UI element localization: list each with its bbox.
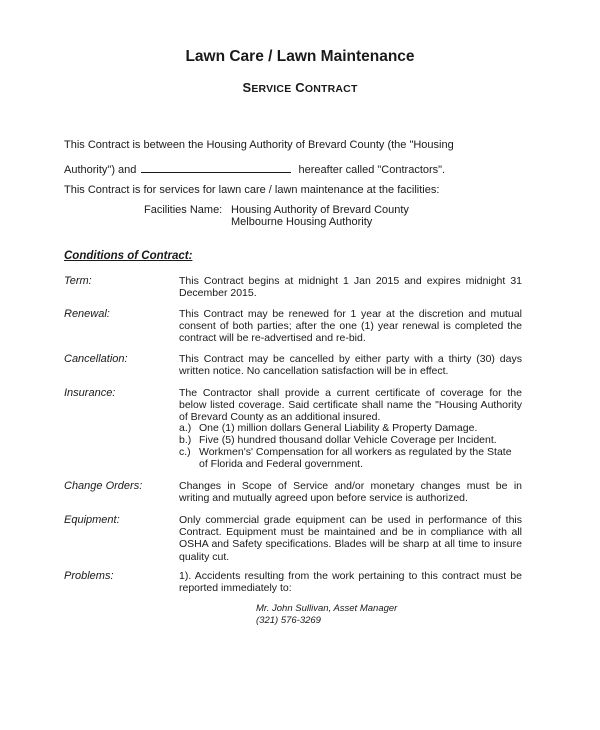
contact-name: Mr. John Sullivan, Asset Manager xyxy=(256,603,398,614)
term-label: Term: xyxy=(64,275,92,287)
cancellation-text xyxy=(179,353,522,377)
equipment-label: Equipment: xyxy=(64,514,120,526)
equipment-text xyxy=(179,514,522,563)
subtitle-initial-c: C xyxy=(295,80,305,95)
equipment-line: Contract. Equipment must be maintained and be in compliance with all xyxy=(179,526,522,539)
problems-line: 1). Accidents resulting from the work pertaining to this contract must be xyxy=(179,570,522,582)
insurance-line: of Brevard County as an additional insured. xyxy=(179,411,381,424)
intro-line-2-end: hereafter called "Contractors". xyxy=(298,164,446,176)
insurance-text xyxy=(179,387,522,424)
insurance-item-a xyxy=(179,422,477,434)
change-orders-label: Change Orders: xyxy=(64,480,143,492)
intro-line-2 xyxy=(64,162,445,177)
facilities-label: Facilities Name: xyxy=(144,204,223,216)
intro-line-3: This Contract is for services for lawn care / lawn maintenance at the facilities: xyxy=(64,184,440,196)
renewal-line: contract will be re-advertised and re-bid. xyxy=(179,332,366,345)
insurance-label: Insurance: xyxy=(64,387,116,399)
equipment-line: Only commercial grade equipment can be used in performance of this xyxy=(179,514,522,526)
term-text xyxy=(179,275,522,299)
insurance-line: The Contractor shall provide a current certificate of coverage for the xyxy=(179,387,522,399)
list-marker: b.) xyxy=(179,434,192,446)
term-line: This Contract begins at midnight 1 Jan 2015 and expires midnight 31 xyxy=(179,275,522,287)
list-marker: a.) xyxy=(179,422,192,434)
problems-label: Problems: xyxy=(64,570,114,582)
renewal-line: This Contract may be renewed for 1 year at the discretion and mutual xyxy=(179,308,522,320)
problems-line: reported immediately to: xyxy=(179,582,292,595)
list-text: Five (5) hundred thousand dollar Vehicle Coverage per Incident. xyxy=(199,434,497,446)
change-orders-line: Changes in Scope of Service and/or monetary changes must be in xyxy=(179,480,522,492)
list-marker: c.) xyxy=(179,446,191,458)
subtitle-rest-s: ERVICE xyxy=(251,83,292,95)
document-title: Lawn Care / Lawn Maintenance xyxy=(185,48,415,65)
intro-line-1: This Contract is between the Housing Authority of Brevard County (the "Housing xyxy=(64,139,454,151)
subtitle-rest-c: ONTRACT xyxy=(304,83,358,95)
list-text: One (1) million dollars General Liability & Property Damage. xyxy=(199,422,478,434)
equipment-line: OSHA and Safety specifications. Blades will be sharp at all time to insure xyxy=(179,538,522,551)
change-orders-text xyxy=(179,480,522,504)
insurance-item-c-continued: of Florida and Federal government. xyxy=(199,458,364,470)
cancellation-line: This Contract may be cancelled by either party with a thirty (30) days xyxy=(179,353,522,365)
renewal-line: consent of both parties; after the one (1) year renewal is completed the xyxy=(179,320,522,333)
facility-name: Melbourne Housing Authority xyxy=(231,216,373,228)
conditions-heading: Conditions of Contract: xyxy=(64,250,193,262)
contact-phone: (321) 576-3269 xyxy=(256,615,321,626)
contractor-name-blank[interactable] xyxy=(141,162,291,173)
insurance-item-b xyxy=(179,434,497,446)
problems-text xyxy=(179,570,522,594)
insurance-line: below listed coverage. Said certificate shall name the "Housing Authority xyxy=(179,399,522,412)
change-orders-line: writing and mutually agreed upon before service is authorized. xyxy=(179,492,468,505)
insurance-item-c xyxy=(179,446,512,458)
subtitle-initial-s: S xyxy=(242,80,252,95)
renewal-text xyxy=(179,308,522,345)
term-line: December 2015. xyxy=(179,287,257,300)
intro-line-2-start: Authority") and xyxy=(64,164,137,176)
renewal-label: Renewal: xyxy=(64,308,110,320)
list-text: Workmen's' Compensation for all workers as regulated by the State xyxy=(199,446,512,458)
document-subtitle xyxy=(0,80,600,95)
facility-name: Housing Authority of Brevard County xyxy=(231,204,409,216)
cancellation-label: Cancellation: xyxy=(64,353,128,365)
equipment-line: quality cut. xyxy=(179,550,230,563)
cancellation-line: written notice. No cancellation satisfaction will be in effect. xyxy=(179,365,449,378)
